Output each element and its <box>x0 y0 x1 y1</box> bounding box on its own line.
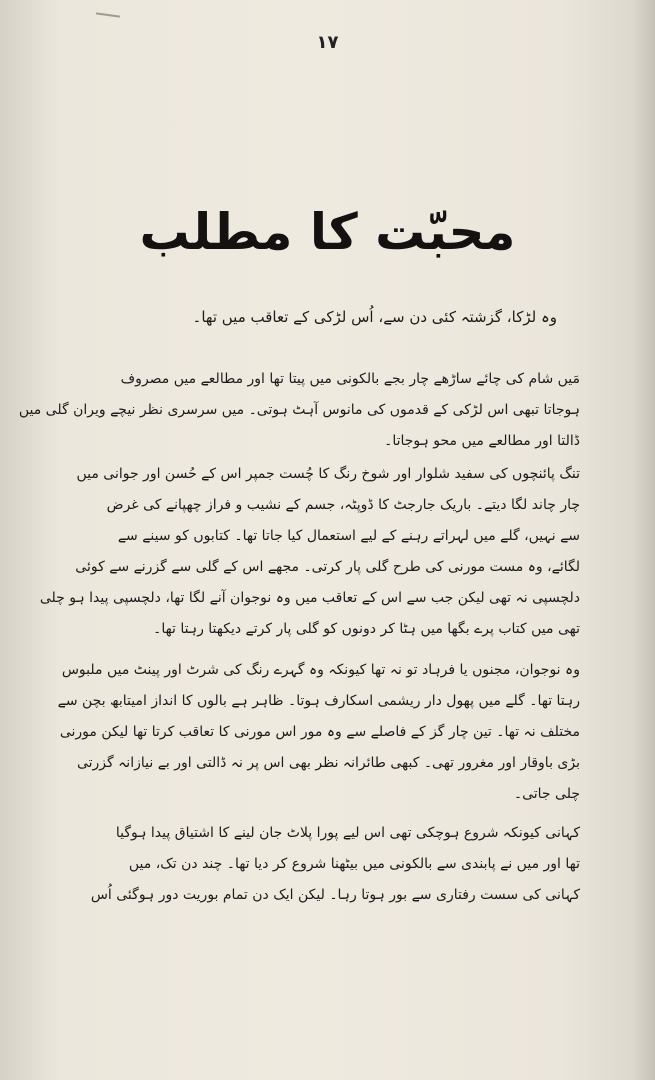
text-line: کہانی کیونکہ شروع ہوچکی تھی اس لیے پورا پلاٹ جان لینے کا اشتیاق پیدا ہوگیا <box>115 825 580 841</box>
text-line: ڈالتا اور مطالعے میں محو ہوجاتا۔ <box>384 433 580 449</box>
text-line: چلی جاتی۔ <box>513 786 580 802</box>
text-line: دلچسپی نہ تھی لیکن جب سے اس کے تعاقب میں وہ نوجوان آنے لگا تھا، دلچسپی پیدا ہو چلی <box>39 590 580 606</box>
text-line: چار چاند لگا دیتے۔ باریک جارجٹ کا ڈوپٹہ، جسم کے نشیب و فراز چھپانے کی غرض <box>106 497 580 513</box>
text-line: کہانی کی سست رفتاری سے بور ہوتا رہا۔ لیکن ایک دن تمام بوریت دور ہوگئی اُس <box>90 887 580 903</box>
page-edge-shadow <box>633 0 655 1080</box>
text-line: سے نہیں، گلے میں لہراتے رہنے کے لیے استعمال کیا جاتا تھا۔ کتابوں کو سینے سے <box>117 528 580 544</box>
text-line: تنگ پائنچوں کی سفید شلوار اور شوخ رنگ کا چُست جمپر اس کے حُسن اور جوانی میں <box>76 466 580 482</box>
text-line: مختلف نہ تھا۔ تین چار گز کے فاصلے سے وہ مور اس مورنی کا تعاقب کرتا تھا لیکن مورنی <box>59 724 580 740</box>
text-line: بڑی باوقار اور مغرور تھی۔ کبھی طائرانہ نظر بھی اس پر نہ ڈالتی اور بے نیازانہ گزرتی <box>76 755 580 771</box>
paragraph <box>82 818 580 911</box>
paragraph <box>18 364 580 457</box>
page-number: ۱۷ <box>316 32 339 53</box>
text-line: ہوجاتا تبھی اس لڑکی کے قدموں کی مانوس آہٹ ہوتی۔ میں سرسری نظر نیچے ویران گلی میں <box>18 402 580 418</box>
text-line: مَیں شام کی چائے ساڑھے چار بجے بالکونی میں پیتا تھا اور مطالعے میں مصروف <box>120 371 580 387</box>
text-line: لگائے، وہ مست مورنی کی طرح گلی پار کرتی۔ مجھے اس کے گلی سے گزرنے سے کوئی <box>75 559 580 575</box>
body-text <box>18 364 580 911</box>
opening-line: وہ لڑکا، گزشتہ کئی دن سے، اُس لڑکی کے تعاقب میں تھا۔ <box>192 308 557 326</box>
text-line: تھا اور میں نے پابندی سے بالکونی میں بیٹھنا شروع کر دیا تھا۔ چند دن تک، میں <box>128 856 580 872</box>
paragraph <box>57 655 580 810</box>
text-line: تھی میں کتاب پرے بگھا میں ہٹا کر دونوں کو گلی پار کرتے دیکھتا رہتا تھا۔ <box>153 621 580 637</box>
text-line: رہتا تھا۔ گلے میں پھول دار ریشمی اسکارف ہوتا۔ ظاہر ہے بالوں کا انداز امیتابھ بچن سے <box>57 693 580 709</box>
chapter-title: محبّت کا مطلب <box>139 203 516 261</box>
paragraph <box>39 459 580 645</box>
pencil-mark <box>96 12 120 17</box>
text-line: وہ نوجوان، مجنوں یا فرہاد تو نہ تھا کیونکہ وہ گہرے رنگ کی شرٹ اور پینٹ میں ملبوس <box>61 662 580 678</box>
